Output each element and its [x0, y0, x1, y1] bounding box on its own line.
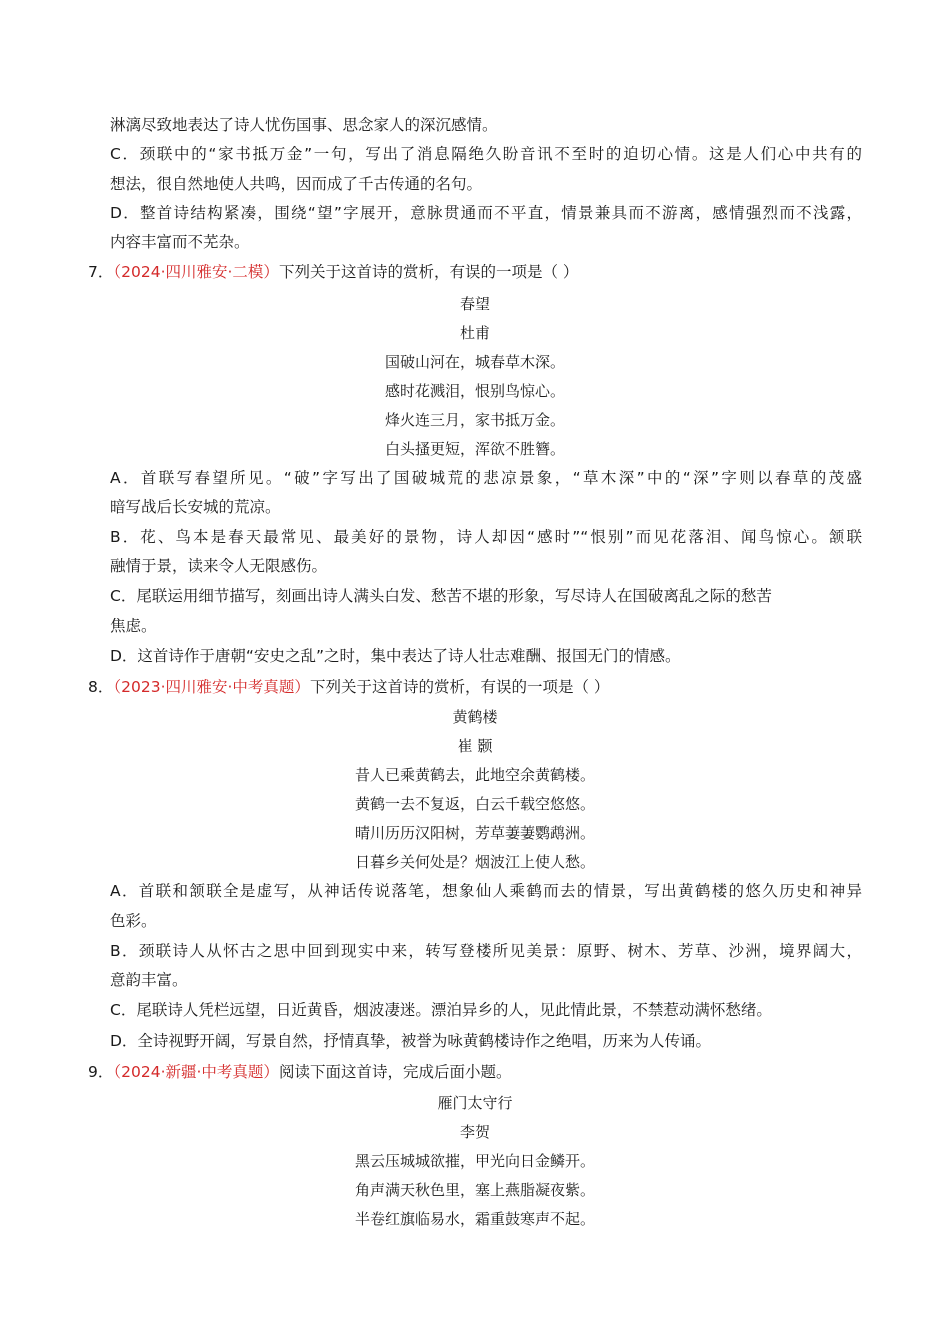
question-9 — [88, 1062, 511, 1082]
poem-author: 李贺 — [459, 1123, 490, 1141]
option-d: D．这首诗作于唐朝“安史之乱”之时，集中表达了诗人壮志难酬、报国无门的情感。 — [110, 647, 681, 665]
poem-line: 国破山河在，城春草木深。 — [384, 353, 565, 371]
question-8 — [88, 677, 609, 697]
poem-author: 杜甫 — [459, 324, 490, 342]
poem-line: 烽火连三月，家书抵万金。 — [384, 411, 565, 429]
prev-option-d-cont: 内容丰富而不芜杂。 — [110, 233, 250, 251]
prev-option-c-cont: 想法，很自然地使人共鸣，因而成了千古传通的名句。 — [110, 175, 483, 193]
poem-line: 日暮乡关何处是？烟波江上使人愁。 — [354, 853, 595, 871]
option-a: A．首联和颔联全是虚写，从神话传说落笔，想象仙人乘鹤而去的情景，写出黄鹤楼的悠久历史和神异 — [110, 882, 862, 900]
poem-title: 雁门太守行 — [437, 1094, 513, 1112]
prev-option-tail: 淋漓尽致地表达了诗人忧伤国事、思念家人的深沉感情。 — [110, 116, 498, 134]
question-source: （2024·四川雅安·二模） — [113, 263, 279, 281]
option-c-cont: 焦虑。 — [110, 617, 157, 635]
option-c: C．尾联诗人凭栏远望，日近黄昏，烟波凄迷。漂泊异乡的人，见此情此景，不禁惹动满怀愁绪。 — [110, 1001, 772, 1019]
question-number: 9． — [88, 1063, 114, 1081]
poem-line: 半卷红旗临易水，霜重鼓寒声不起。 — [354, 1210, 595, 1228]
option-c: C．尾联运用细节描写，刻画出诗人满头白发、愁苦不堪的形象，写尽诗人在国破离乱之际的愁苦 — [110, 587, 772, 605]
option-b-cont: 融情于景，读来令人无限感伤。 — [110, 557, 328, 575]
poem-title: 春望 — [459, 295, 490, 313]
poem-line: 角声满天秋色里，塞上燕脂凝夜紫。 — [354, 1181, 595, 1199]
question-source: （2024·新疆·中考真题） — [113, 1063, 279, 1081]
question-7 — [88, 262, 578, 282]
question-stem: 下列关于这首诗的赏析，有误的一项是（ ） — [309, 678, 610, 696]
question-number: 8． — [88, 678, 114, 696]
poem-line: 黑云压城城欲摧，甲光向日金鳞开。 — [354, 1152, 595, 1170]
option-b: B．花、鸟本是春天最常见、最美好的景物，诗人却因“感时”“恨别”而见花落泪、闻鸟惊心。颔联 — [110, 528, 862, 546]
poem-title: 黄鹤楼 — [452, 708, 498, 726]
prev-option-d: D．整首诗结构紧凑，围绕“望”字展开，意脉贯通而不平直，情景兼具而不游离，感情强烈而不浅露， — [110, 204, 862, 222]
prev-option-c: C．颈联中的“家书抵万金”一句，写出了消息隔绝久盼音讯不至时的迫切心情。这是人们心中共有的 — [110, 145, 862, 163]
poem-line: 昔人已乘黄鹤去，此地空余黄鹤楼。 — [354, 766, 595, 784]
option-a-cont: 色彩。 — [110, 912, 157, 930]
poem-line: 黄鹤一去不复返，白云千载空悠悠。 — [354, 795, 595, 813]
option-d: D．全诗视野开阔，写景自然，抒情真挚，被誉为咏黄鹤楼诗作之绝唱，历来为人传诵。 — [110, 1032, 711, 1050]
option-b: B．颈联诗人从怀古之思中回到现实中来，转写登楼所见美景：原野、树木、芳草、沙洲，境界阔大， — [110, 942, 862, 960]
option-a: A．首联写春望所见。“破”字写出了国破城荒的悲凉景象，“草木深”中的“深”字则以春草的茂盛 — [110, 469, 862, 487]
option-a-cont: 暗写战后长安城的荒凉。 — [110, 498, 281, 516]
question-source: （2023·四川雅安·中考真题） — [113, 678, 310, 696]
poem-author: 崔 颢 — [457, 737, 493, 755]
poem-line: 感时花溅泪，恨别鸟惊心。 — [384, 382, 565, 400]
option-b-cont: 意韵丰富。 — [110, 971, 188, 989]
poem-line: 晴川历历汉阳树，芳草萋萋鹦鹉洲。 — [354, 824, 595, 842]
question-stem: 阅读下面这首诗，完成后面小题。 — [278, 1063, 512, 1081]
poem-line: 白头搔更短，浑欲不胜簪。 — [384, 440, 565, 458]
question-stem: 下列关于这首诗的赏析，有误的一项是（ ） — [278, 263, 579, 281]
question-number: 7． — [88, 263, 114, 281]
